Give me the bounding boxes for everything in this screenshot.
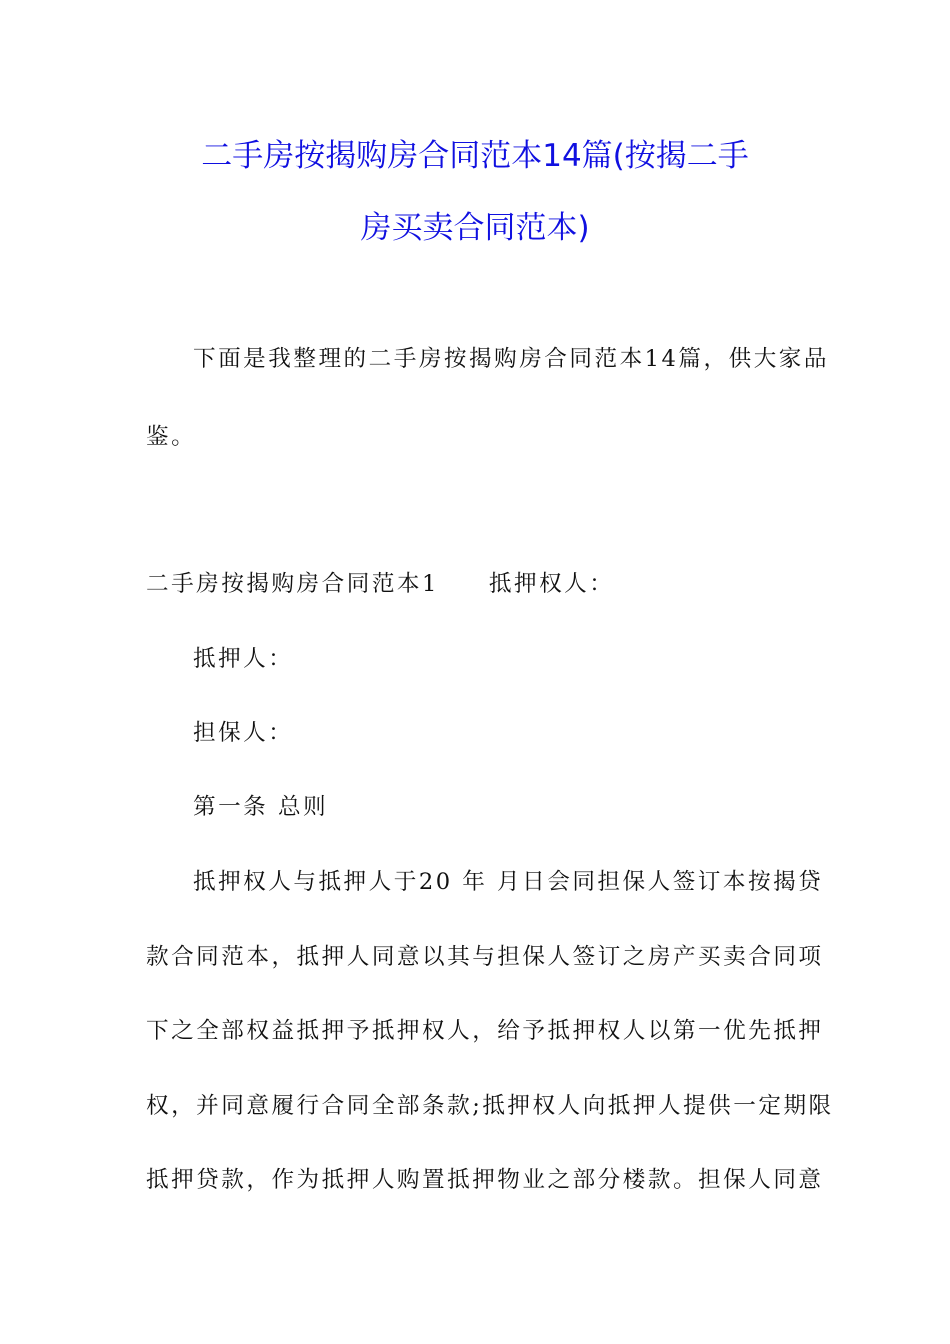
- party-guarantor-label: 担保人：: [193, 720, 294, 746]
- intro-line-1: 下面是我整理的二手房按揭购房合同范本14篇，供大家品: [193, 346, 829, 372]
- article-line-2: 款合同范本，抵押人同意以其与担保人签订之房产买卖合同项: [146, 944, 824, 970]
- article-line-1: 抵押权人与抵押人于20 年 月日会同担保人签订本按揭贷: [193, 869, 824, 895]
- article-line-4: 权，并同意履行合同全部条款;抵押权人向抵押人提供一定期限: [146, 1093, 834, 1119]
- party-mortgagor-label: 抵押人：: [193, 646, 294, 672]
- article-heading: 第一条 总则: [193, 794, 329, 820]
- document-title-line-2: 房买卖合同范本): [360, 210, 590, 246]
- document-title-line-1: 二手房按揭购房合同范本14篇(按揭二手: [201, 138, 749, 174]
- article-line-5: 抵押贷款，作为抵押人购置抵押物业之部分楼款。担保人同意: [146, 1167, 824, 1193]
- intro-line-2: 鉴。: [146, 424, 197, 450]
- section-heading-row: [146, 569, 806, 599]
- article-line-3: 下之全部权益抵押予抵押权人，给予抵押权人以第一优先抵押: [146, 1018, 824, 1044]
- party-mortgagee-label: 抵押权人：: [488, 571, 615, 597]
- section-heading: 二手房按揭购房合同范本1: [146, 571, 439, 597]
